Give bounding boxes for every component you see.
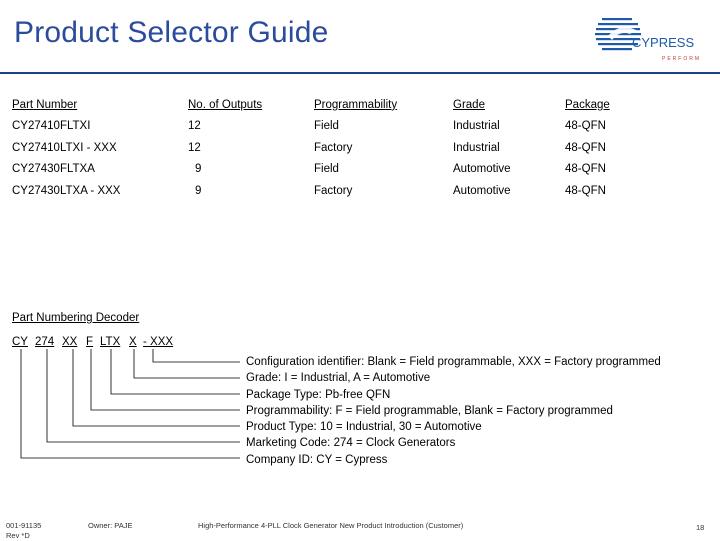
cell-part-number: CY27410LTXI - XXX [12, 141, 117, 154]
cell-outputs: 9 [195, 184, 202, 197]
table-row [12, 180, 645, 202]
title-divider [0, 72, 720, 74]
cypress-logo [590, 10, 712, 68]
table-row [12, 116, 645, 138]
footer-center-text: High-Performance 4-PLL Clock Generator New Product Introduction (Customer) [198, 521, 464, 530]
code-product-type: XX [62, 336, 78, 348]
cell-part-number: CY27430FLTXA [12, 163, 95, 176]
code-grade: X [129, 336, 137, 348]
code-package: LTX [100, 336, 121, 348]
cell-grade: Industrial [453, 120, 500, 133]
header-package: Package [565, 98, 610, 111]
desc-marketing-code: Marketing Code: 274 = Clock Generators [246, 437, 456, 450]
footer-owner: Owner: PAJE [88, 521, 133, 530]
cell-outputs: 12 [188, 141, 201, 154]
desc-grade: Grade: I = Industrial, A = Automotive [246, 372, 431, 385]
footer-doc-number: 001-91135 [6, 521, 42, 530]
cell-part-number: CY27410FLTXI [12, 120, 91, 133]
cell-programmability: Factory [314, 184, 353, 197]
cell-programmability: Factory [314, 141, 353, 154]
cell-programmability: Field [314, 120, 339, 133]
decoder-title: Part Numbering Decoder [12, 312, 140, 324]
footer-doc-info [6, 521, 41, 541]
decoder-descriptions [246, 354, 661, 468]
code-config-id: - XXX [143, 336, 174, 348]
header-outputs: No. of Outputs [188, 98, 263, 111]
cell-grade: Industrial [453, 141, 500, 154]
desc-package: Package Type: Pb-free QFN [246, 388, 391, 401]
table-row [12, 159, 645, 181]
cell-outputs: 12 [188, 120, 201, 133]
cell-package: 48-QFN [565, 141, 606, 154]
header-part-number: Part Number [12, 98, 78, 111]
desc-config-id: Configuration identifier: Blank = Field programmable, XXX = Factory programmed [246, 356, 661, 368]
table-row [12, 137, 645, 159]
cell-part-number: CY27430LTXA - XXX [12, 184, 121, 197]
table-header-row [12, 94, 645, 116]
cell-grade: Automotive [453, 184, 511, 197]
header-grade: Grade [453, 98, 485, 111]
code-programmability: F [86, 336, 94, 348]
page-number: 18 [696, 523, 705, 532]
desc-programmability: Programmability: F = Field programmable, Blank = Factory programmed [246, 404, 613, 417]
slide-title: Product Selector Guide [14, 16, 329, 49]
desc-product-type: Product Type: 10 = Industrial, 30 = Automotive [246, 421, 482, 434]
logo-tagline: PERFORM [662, 56, 701, 62]
code-marketing: 274 [35, 336, 55, 348]
cell-package: 48-QFN [565, 184, 606, 197]
footer-revision: Rev *D [6, 531, 30, 540]
cell-outputs: 9 [195, 163, 202, 176]
product-selector-table [12, 94, 645, 202]
desc-company-id: Company ID: CY = Cypress [246, 453, 388, 466]
code-company-id: CY [12, 336, 28, 348]
cell-package: 48-QFN [565, 120, 606, 133]
logo-text: CYPRESS [632, 35, 695, 50]
cell-programmability: Field [314, 163, 339, 176]
cell-package: 48-QFN [565, 163, 606, 176]
cell-grade: Automotive [453, 163, 511, 176]
header-programmability: Programmability [314, 98, 398, 111]
